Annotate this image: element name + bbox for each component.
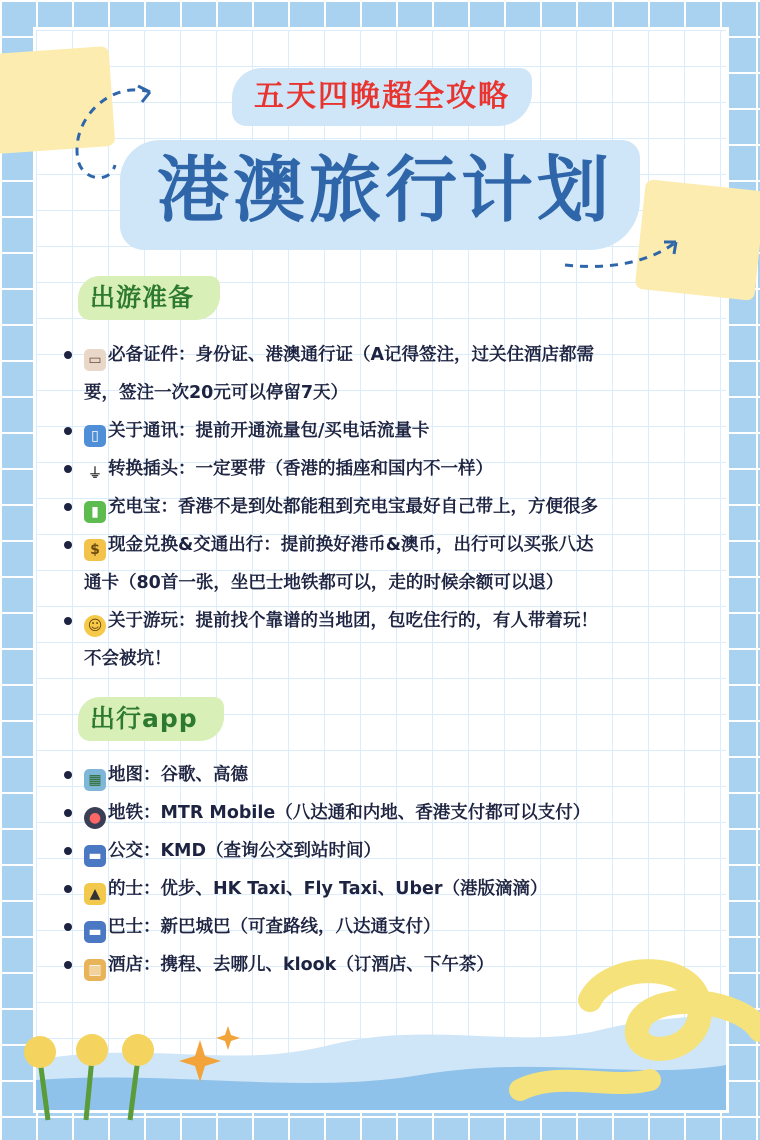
smile-icon: ☺ <box>84 615 106 637</box>
plug-icon: ⏚ <box>84 463 106 485</box>
decorative-yellow-patch <box>0 46 115 154</box>
subtitle: 五天四晚超全攻略 <box>254 79 510 114</box>
battery-icon: ▮ <box>84 501 106 523</box>
phone-icon: ▯ <box>84 425 106 447</box>
map-icon: ▦ <box>84 769 106 791</box>
list-item: ● 地铁：MTR Mobile（八达通和内地、香港支付都可以支付） <box>62 794 722 832</box>
list-item: ▮ 充电宝：香港不是到处都能租到充电宝最好自己带上，方便很多 <box>62 488 722 526</box>
hotel-icon: ▥ <box>84 959 106 981</box>
list-item: ▲ 的士：优步、HK Taxi、Fly Taxi、Uber（港版滴滴） <box>62 870 722 908</box>
list-item: ▬ 公交：KMD（查询公交到站时间） <box>62 832 722 870</box>
bus-icon: ▬ <box>84 921 106 943</box>
prep-list <box>62 336 722 678</box>
section-title-apps: 出行app <box>90 704 198 733</box>
apps-list <box>62 756 722 984</box>
list-item: $ 现金兑换&交通出行：提前换好港币&澳币，出行可以买张八达 通卡（80首一张，坐巴士地铁都可以，走的时候余额可以退） <box>62 526 722 602</box>
list-item: ⏚ 转换插头：一定要带（香港的插座和国内不一样） <box>62 450 722 488</box>
list-item: ▯ 关于通讯：提前开通流量包/买电话流量卡 <box>62 412 722 450</box>
metro-icon: ● <box>84 807 106 829</box>
list-item: ▦ 地图：谷歌、高德 <box>62 756 722 794</box>
bus-icon: ▬ <box>84 845 106 867</box>
id-card-icon: ▭ <box>84 349 106 371</box>
taxi-icon: ▲ <box>84 883 106 905</box>
list-item: ▭ 必备证件：身份证、港澳通行证（A记得签注，过关住酒店都需 要，签注一次20元可以停留7天） <box>62 336 722 412</box>
section-title-prep: 出游准备 <box>90 283 195 312</box>
list-item: ▥ 酒店：携程、去哪儿、klook（订酒店、下午茶） <box>62 946 722 984</box>
list-item: ☺ 关于游玩：提前找个靠谱的当地团，包吃住行的，有人带着玩！ 不会被坑！ <box>62 602 722 678</box>
money-bag-icon: $ <box>84 539 106 561</box>
page-title: 港澳旅行计划 <box>156 148 613 232</box>
list-item: ▬ 巴士：新巴城巴（可查路线，八达通支付） <box>62 908 722 946</box>
